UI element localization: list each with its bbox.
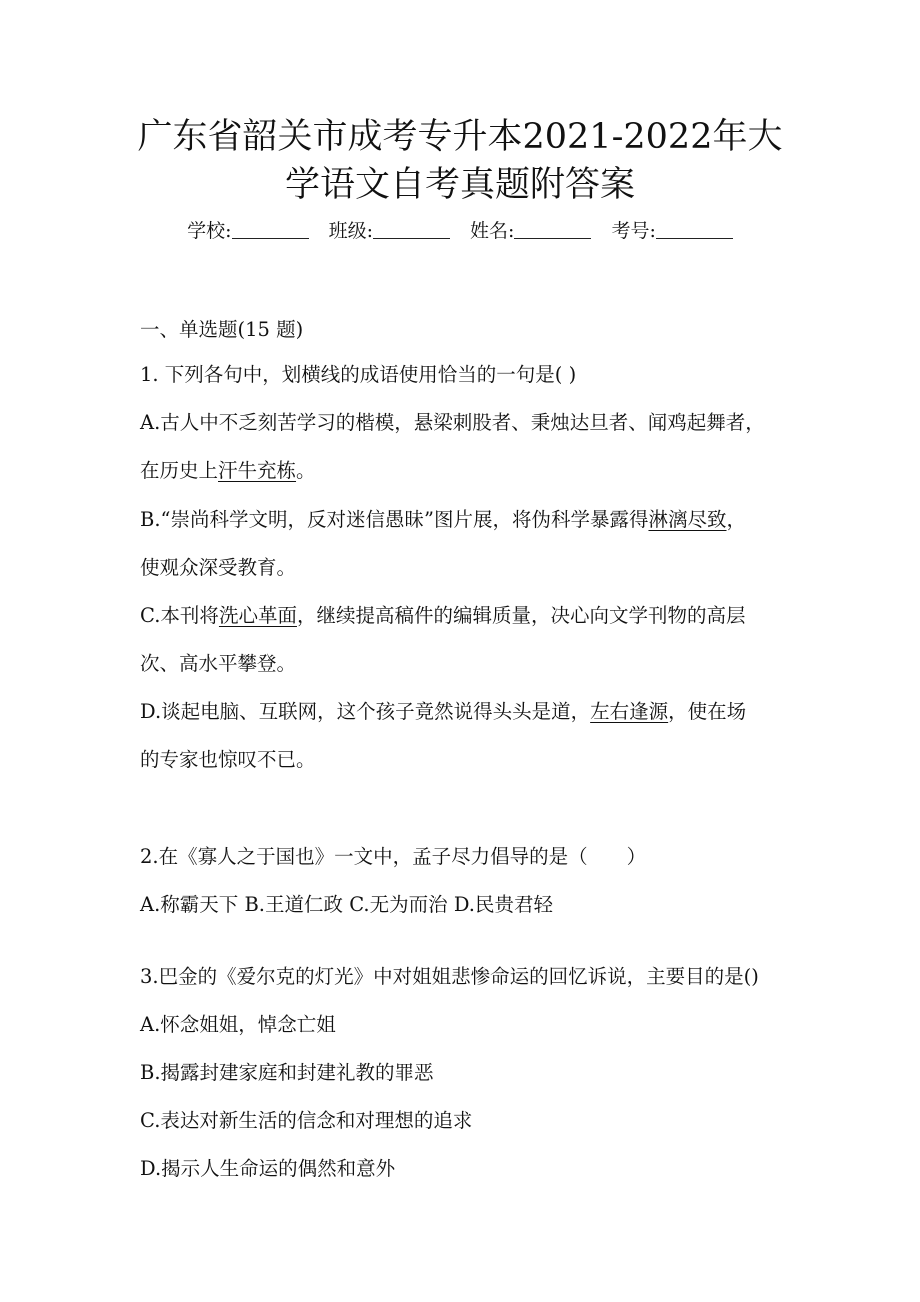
q1-option-b-line-1 [140,507,746,533]
document-title-line-1: 广东省韶关市成考专升本2021-2022年大 [137,117,783,157]
q3-option-c: C.表达对新生活的信念和对理想的追求 [140,1109,473,1132]
q1-d-idiom: 左右逢源 [590,700,669,723]
q1-option-c-line-2: 次、高水平攀登。 [140,652,297,675]
q1-a-idiom: 汗牛充栋 [218,459,297,482]
q1-b-text: B.“崇尚科学文明，反对迷信愚昧”图片展，将伪科学暴露得 [140,508,649,531]
class-blank [373,220,450,239]
q1-option-d-line-2: 的专家也惊叹不已。 [140,748,316,771]
q1-c-text: C.本刊将 [140,604,219,627]
name-field [470,220,591,242]
name-label: 姓名: [470,220,515,242]
q1-option-a-line-1: A.古人中不乏刻苦学习的楷模，悬梁刺股者、秉烛达旦者、闻鸡起舞者， [140,411,765,434]
school-field [187,220,308,242]
q3-stem: 3.巴金的《爱尔克的灯光》中对姐姐悲惨命运的回忆诉说，主要目的是() [140,965,759,988]
q1-option-c-line-1 [140,603,745,629]
q1-option-b-line-2: 使观众深受教育。 [140,556,297,579]
q1-option-a-line-2 [140,458,316,484]
q1-b-end: ， [726,508,746,531]
q1-c-idiom: 洗心革面 [218,604,297,627]
section-heading: 一、单选题(15 题) [140,318,304,341]
class-field [329,220,450,242]
q1-c-post: ，继续提高稿件的编辑质量，决心向文学刊物的高层 [296,604,746,627]
q1-stem: 1. 下列各句中，划横线的成语使用恰当的一句是( ) [140,363,577,386]
q1-option-d-line-1 [140,699,746,725]
q3-option-b: B.揭露封建家庭和封建礼教的罪恶 [140,1061,434,1084]
q3-option-d: D.揭示人生命运的偶然和意外 [140,1157,396,1180]
document-title-line-2: 学语文自考真题附答案 [284,165,635,205]
school-label: 学校: [187,220,232,242]
class-label: 班级: [328,220,373,242]
q2-stem: 2.在《寡人之于国也》一文中，孟子尽力倡导的是（ ） [140,845,647,868]
name-blank [514,220,591,239]
q1-a-text: 在历史上 [140,459,219,482]
q1-d-text: D.谈起电脑、互联网，这个孩子竟然说得头头是道， [140,700,591,723]
school-blank [232,220,309,239]
q1-a-end: 。 [296,459,316,482]
q1-b-idiom: 淋漓尽致 [648,508,727,531]
exam-no-blank [656,220,733,239]
q1-d-post: ，使在场 [668,700,747,723]
q2-options: A.称霸天下 B.王道仁政 C.无为而治 D.民贵君轻 [140,893,553,916]
exam-no-label: 考号: [611,220,656,242]
q3-option-a: A.怀念姐姐，悼念亡姐 [140,1013,336,1036]
exam-no-field [611,220,732,242]
student-info-row [0,218,920,244]
